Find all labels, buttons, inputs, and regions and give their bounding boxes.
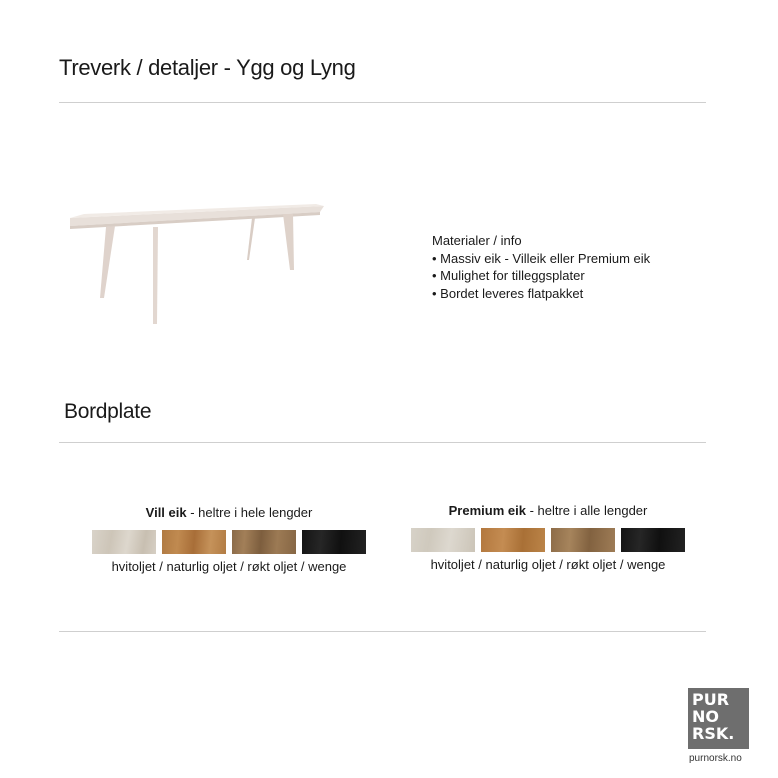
wood-type-description: - heltre i hele lengder [186, 505, 313, 520]
wood-group-heading [84, 504, 374, 522]
swatch-wenge [621, 528, 685, 552]
swatch-natural-oiled [162, 530, 226, 554]
logo-line: NO [692, 707, 719, 726]
swatch-smoked-oiled [232, 530, 296, 554]
swatch-white-oiled [411, 528, 475, 552]
logo-line: PUR [692, 690, 730, 709]
wood-type-name: Premium eik [448, 503, 526, 518]
materials-heading: Materialer / info [432, 233, 522, 248]
wood-group-premium-eik [403, 502, 693, 572]
brand-logo [688, 688, 749, 749]
swatch-row [403, 528, 693, 552]
wood-group-heading [403, 502, 693, 520]
section-title: Bordplate [64, 400, 152, 423]
materials-info [432, 232, 650, 302]
finish-caption: hvitoljet / naturlig oljet / røkt oljet / wenge [430, 557, 666, 572]
finish-caption: hvitoljet / naturlig oljet / røkt oljet / wenge [111, 559, 347, 574]
page-title: Treverk / detaljer - Ygg og Lyng [59, 55, 356, 80]
materials-item: • Bordet leveres flatpakket [432, 285, 584, 301]
swatch-white-oiled [92, 530, 156, 554]
table-image [66, 196, 328, 330]
wood-type-description: - heltre i alle lengder [525, 503, 648, 518]
materials-item: • Mulighet for tilleggsplater [432, 268, 585, 283]
wood-type-name: Vill eik [145, 505, 187, 520]
logo-line: RSK. [692, 724, 735, 743]
divider-top [59, 102, 706, 103]
swatch-row [84, 530, 374, 554]
swatch-wenge [302, 530, 366, 554]
materials-item: • Massiv eik - Villeik eller Premium eik [432, 250, 651, 266]
divider-bottom [59, 631, 706, 632]
brand-url: purnorsk.no [689, 753, 742, 764]
wood-group-vill-eik [84, 504, 374, 574]
swatch-smoked-oiled [551, 528, 615, 552]
swatch-natural-oiled [481, 528, 545, 552]
divider-middle [59, 442, 706, 443]
